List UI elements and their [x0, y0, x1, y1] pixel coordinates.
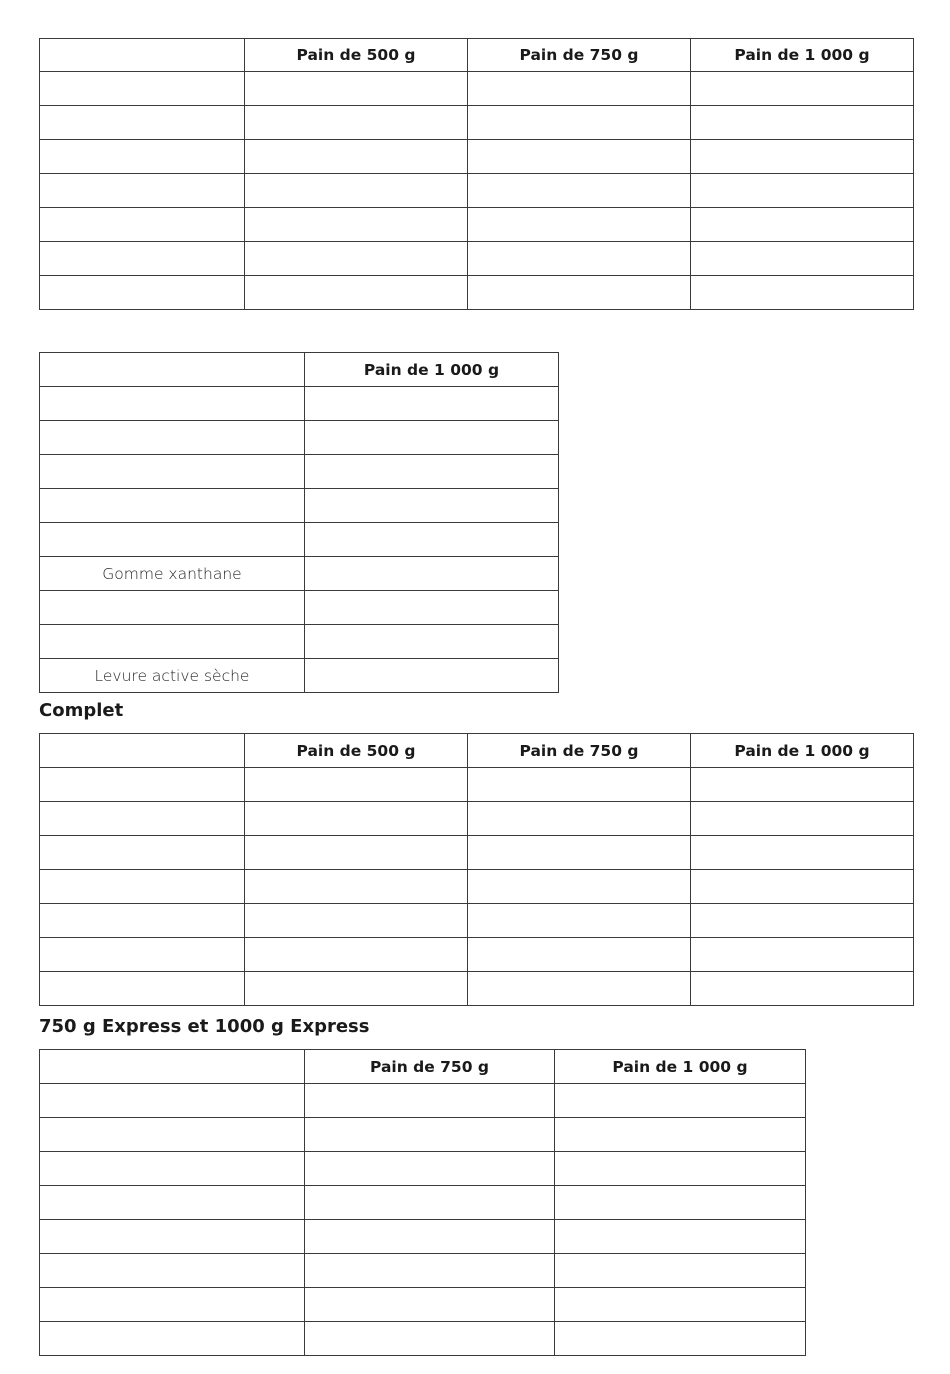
table-cell — [40, 591, 305, 625]
table-row — [40, 870, 914, 904]
header-cell: Pain de 1 000 g — [305, 353, 559, 387]
table-cell — [468, 870, 691, 904]
table-cell: Gomme xanthane — [40, 557, 305, 591]
table-cell — [245, 72, 468, 106]
table-cell — [468, 972, 691, 1006]
table-cell — [305, 1152, 555, 1186]
table-cell — [555, 1220, 806, 1254]
table-row — [40, 557, 559, 591]
table-row — [40, 489, 559, 523]
table-row — [40, 276, 914, 310]
table-cell — [40, 242, 245, 276]
table-cell — [468, 836, 691, 870]
table-cell — [468, 276, 691, 310]
table-cell — [305, 1288, 555, 1322]
table-row — [40, 1322, 806, 1356]
table-cell — [40, 1084, 305, 1118]
table-cell — [40, 972, 245, 1006]
table-row — [40, 1084, 806, 1118]
table-row — [40, 72, 914, 106]
table-cell — [245, 106, 468, 140]
table-cell — [691, 802, 914, 836]
table-cell — [691, 242, 914, 276]
table-cell — [305, 625, 559, 659]
table-cell — [40, 1220, 305, 1254]
header-cell — [40, 1050, 305, 1084]
table-row — [40, 972, 914, 1006]
table-row — [40, 802, 914, 836]
table-cell — [468, 768, 691, 802]
table-cell — [305, 421, 559, 455]
table-row — [40, 242, 914, 276]
table-cell — [40, 802, 245, 836]
table-row — [40, 1118, 806, 1152]
header-cell: Pain de 1 000 g — [691, 734, 914, 768]
table-cell — [691, 174, 914, 208]
table-cell — [468, 938, 691, 972]
table-cell — [305, 1322, 555, 1356]
table-row — [40, 1220, 806, 1254]
table-cell — [245, 938, 468, 972]
table-cell — [245, 802, 468, 836]
table-row — [40, 455, 559, 489]
table-cell — [40, 870, 245, 904]
table-cell — [245, 836, 468, 870]
table-row — [40, 591, 559, 625]
table-cell — [40, 106, 245, 140]
table-cell — [40, 72, 245, 106]
table-row — [40, 387, 559, 421]
table-cell — [245, 870, 468, 904]
table-cell — [468, 174, 691, 208]
table-cell — [40, 625, 305, 659]
table-cell — [305, 1220, 555, 1254]
table-cell — [40, 938, 245, 972]
table-row — [40, 938, 914, 972]
header-cell — [40, 39, 245, 72]
table-cell — [245, 242, 468, 276]
table-row — [40, 140, 914, 174]
table-cell — [691, 106, 914, 140]
header-row — [40, 734, 914, 768]
header-cell: Pain de 750 g — [468, 39, 691, 72]
table-cell — [468, 802, 691, 836]
table-cell — [40, 208, 245, 242]
table-cell — [40, 768, 245, 802]
table-row — [40, 1254, 806, 1288]
table-cell — [691, 72, 914, 106]
table-body — [40, 1050, 806, 1356]
table-row — [40, 1186, 806, 1220]
table-cell — [555, 1152, 806, 1186]
header-cell: Pain de 500 g — [245, 734, 468, 768]
table-body — [40, 353, 559, 693]
bread-table-express — [39, 1049, 806, 1356]
header-cell — [40, 353, 305, 387]
table-cell — [40, 455, 305, 489]
table-cell — [245, 276, 468, 310]
table-cell — [305, 455, 559, 489]
table-body — [40, 734, 914, 1006]
header-cell — [40, 734, 245, 768]
table-cell — [305, 659, 559, 693]
table-cell — [305, 523, 559, 557]
header-row — [40, 1050, 806, 1084]
table-cell — [40, 1152, 305, 1186]
table-cell — [555, 1254, 806, 1288]
table-cell — [305, 1254, 555, 1288]
table-cell — [40, 421, 305, 455]
table-row — [40, 106, 914, 140]
table-cell — [40, 904, 245, 938]
bread-table-complet — [39, 733, 914, 1006]
table-cell — [468, 72, 691, 106]
table-cell — [305, 557, 559, 591]
table-cell — [245, 904, 468, 938]
table-cell — [40, 387, 305, 421]
table-row — [40, 1288, 806, 1322]
table-cell — [691, 836, 914, 870]
bread-table-1 — [39, 38, 914, 310]
table-cell — [305, 1118, 555, 1152]
table-row — [40, 421, 559, 455]
table-row — [40, 1152, 806, 1186]
table-row — [40, 904, 914, 938]
table-cell — [40, 1322, 305, 1356]
table-cell — [691, 938, 914, 972]
table-cell — [40, 1254, 305, 1288]
table-body — [40, 39, 914, 310]
table-row — [40, 523, 559, 557]
table-cell — [40, 836, 245, 870]
header-row — [40, 39, 914, 72]
table-cell — [245, 972, 468, 1006]
table-cell — [468, 140, 691, 174]
section-title-complet: Complet — [39, 700, 124, 721]
header-cell: Pain de 750 g — [468, 734, 691, 768]
table-cell — [468, 904, 691, 938]
table-cell — [555, 1288, 806, 1322]
table-row — [40, 836, 914, 870]
table-cell — [40, 489, 305, 523]
table-cell — [691, 870, 914, 904]
table-cell — [305, 591, 559, 625]
table-cell — [691, 140, 914, 174]
header-row — [40, 353, 559, 387]
table-row — [40, 768, 914, 802]
table-cell — [468, 208, 691, 242]
table-cell — [40, 1186, 305, 1220]
table-cell — [555, 1186, 806, 1220]
table-row — [40, 625, 559, 659]
header-cell: Pain de 1 000 g — [691, 39, 914, 72]
table-row — [40, 659, 559, 693]
table-cell — [555, 1118, 806, 1152]
table-cell — [691, 768, 914, 802]
table-cell — [40, 1118, 305, 1152]
table-cell — [40, 1288, 305, 1322]
table-cell — [691, 904, 914, 938]
table-cell — [305, 1084, 555, 1118]
bread-table-2 — [39, 352, 559, 693]
table-row — [40, 174, 914, 208]
table-cell: Levure active sèche — [40, 659, 305, 693]
table-cell — [691, 276, 914, 310]
table-cell — [245, 174, 468, 208]
table-cell — [691, 972, 914, 1006]
table-cell — [40, 174, 245, 208]
header-cell: Pain de 1 000 g — [555, 1050, 806, 1084]
table-cell — [691, 208, 914, 242]
table-cell — [468, 242, 691, 276]
section-title-express: 750 g Express et 1000 g Express — [39, 1016, 370, 1037]
table-cell — [40, 276, 245, 310]
table-cell — [40, 523, 305, 557]
table-cell — [468, 106, 691, 140]
table-cell — [245, 768, 468, 802]
table-cell — [555, 1084, 806, 1118]
table-cell — [305, 489, 559, 523]
table-row — [40, 208, 914, 242]
header-cell: Pain de 750 g — [305, 1050, 555, 1084]
table-cell — [40, 140, 245, 174]
header-cell: Pain de 500 g — [245, 39, 468, 72]
table-cell — [555, 1322, 806, 1356]
table-cell — [305, 387, 559, 421]
table-cell — [245, 208, 468, 242]
table-cell — [305, 1186, 555, 1220]
table-cell — [245, 140, 468, 174]
